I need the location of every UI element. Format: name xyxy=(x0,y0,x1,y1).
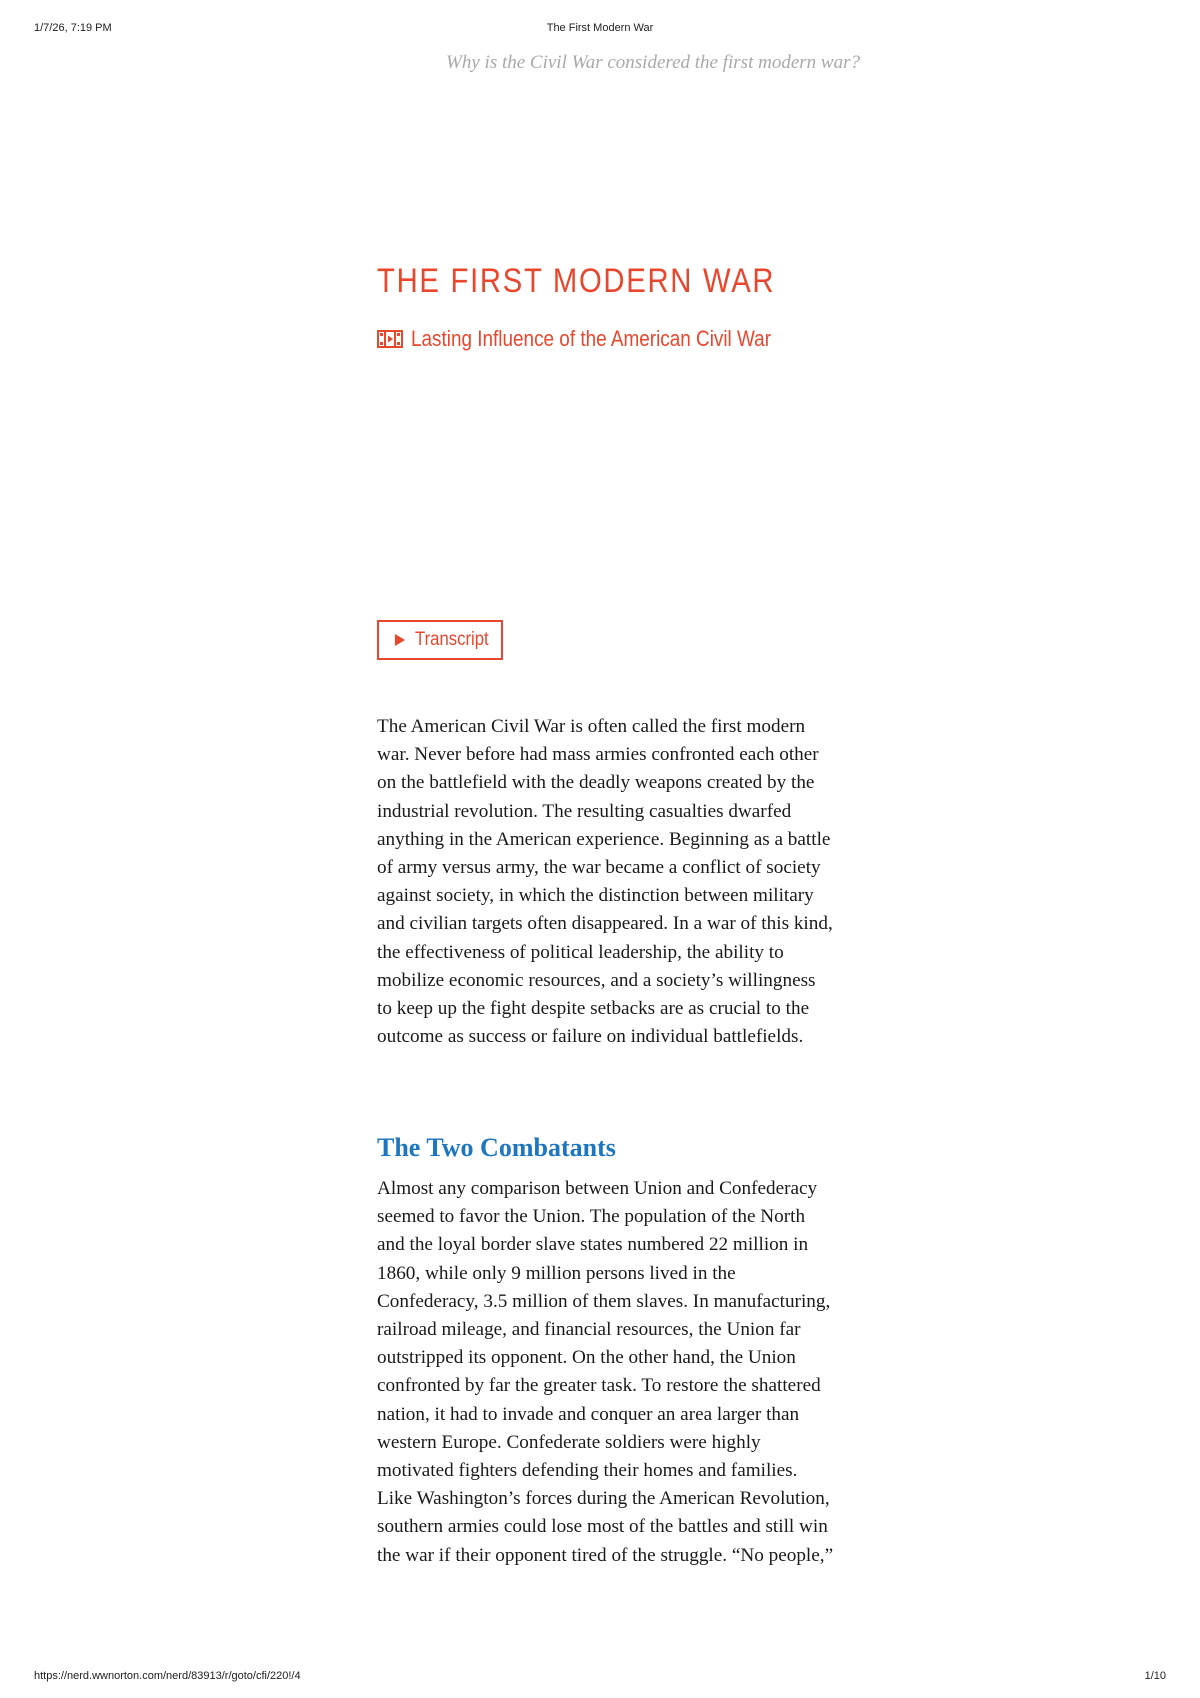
video-link-label: Lasting Influence of the American Civil War xyxy=(411,326,772,351)
print-datetime: 1/7/26, 7:19 PM xyxy=(34,22,112,34)
print-footer xyxy=(34,1670,1166,1686)
page-number: 1/10 xyxy=(1144,1670,1166,1682)
print-header xyxy=(34,22,1166,38)
print-page-title: The First Modern War xyxy=(546,22,654,34)
section-heading: The Two Combatants xyxy=(377,1133,616,1162)
transcript-label: Transcript xyxy=(415,629,489,650)
focus-question: Why is the Civil War considered the first modern war? xyxy=(446,52,860,73)
film-icon xyxy=(377,330,403,348)
play-icon xyxy=(395,634,405,646)
print-url: https://nerd.wwnorton.com/nerd/83913/r/goto/cfi/220!/4 xyxy=(34,1670,301,1682)
transcript-button[interactable] xyxy=(377,620,503,660)
article-title: THE FIRST MODERN WAR xyxy=(377,262,776,300)
section-paragraph: Almost any comparison between Union and Confederacy seemed to favor the Union. The population of the North and the loyal border slave states numbered 22 million in 1860, while only 9 million persons lived in the Confederacy, 3.5 million of them slaves. In manufacturing, railroad mileage, and financial resources, the Union far outstripped its opponent. On the other hand, the Union confronted by far the greater task. To restore the shattered nation, it had to invade and conquer an area larger than western Europe. Confederate soldiers were highly motivated fighters defending their homes and families. Like Washington’s forces during the American Revolution, southern armies could lose most of the battles and still win the war if their opponent tired of the struggle. “No people,” xyxy=(377,1178,834,1566)
video-link[interactable] xyxy=(377,326,830,352)
intro-paragraph: The American Civil War is often called the first modern war. Never before had mass armies confronted each other on the battlefield with the deadly weapons created by the industrial revolution. The resulting casualties dwarfed anything in the American experience. Beginning as a battle of army versus army, the war became a conflict of society against society, in which the distinction between military and civilian targets often disappeared. In a war of this kind, the effectiveness of political leadership, the ability to mobilize economic resources, and a society’s willingness to keep up the fight despite setbacks are as crucial to the outcome as success or failure on individual battlefields. xyxy=(377,716,833,1048)
